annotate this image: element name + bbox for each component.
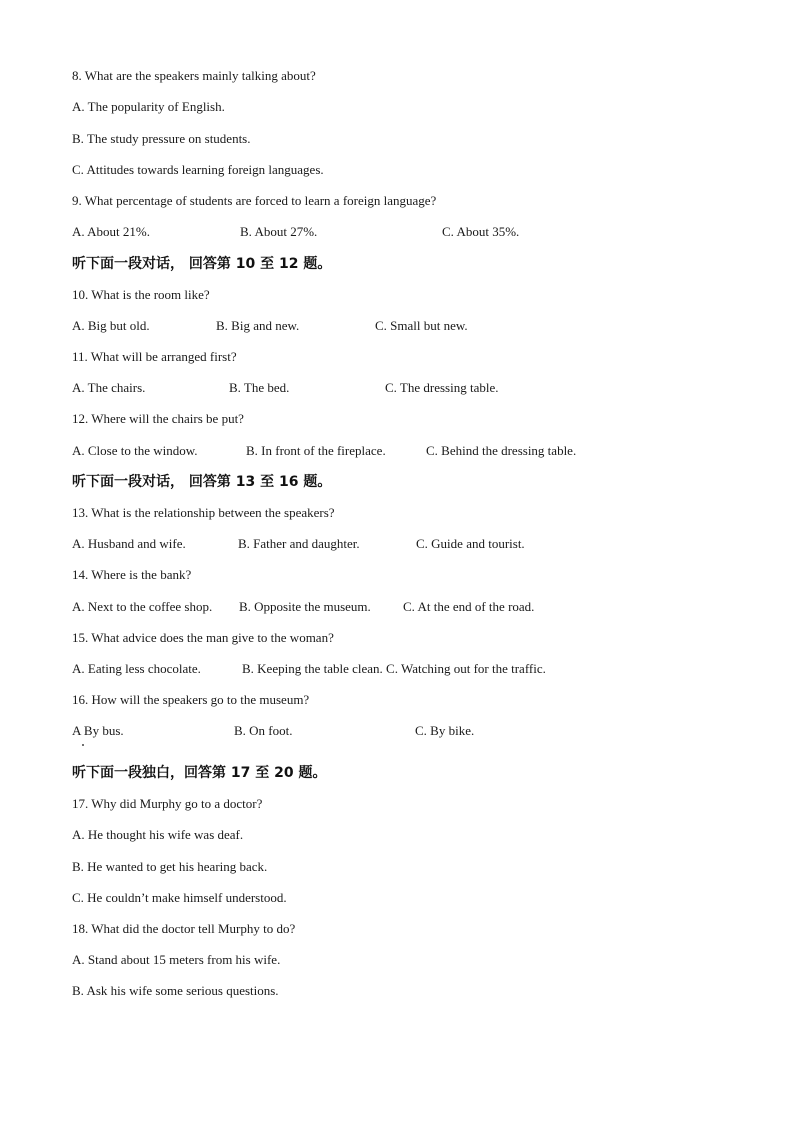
question-9-option-c: C. About 35%. (442, 224, 520, 239)
question-14-option-a: A. Next to the coffee shop. (72, 599, 213, 614)
question-12-option-a: A. Close to the window. (72, 443, 198, 458)
question-10-option-c: C. Small but new. (375, 318, 468, 333)
question-8-stem: 8. What are the speakers mainly talking about? (72, 68, 316, 83)
question-11-option-c: C. The dressing table. (385, 380, 499, 395)
question-17-option-c: C. He couldn’t make himself understood. (72, 890, 287, 905)
question-18-option-a: A. Stand about 15 meters from his wife. (72, 952, 281, 967)
question-18-stem: 18. What did the doctor tell Murphy to do? (72, 921, 296, 936)
section-heading-10-12: 听下面一段对话， 回答第 10 至 12 题。 (72, 256, 332, 272)
question-9-stem: 9. What percentage of students are forced to learn a foreign language? (72, 193, 437, 208)
question-10-option-b: B. Big and new. (216, 318, 300, 333)
question-14-option-b: B. Opposite the museum. (239, 599, 371, 614)
question-17-option-b: B. He wanted to get his hearing back. (72, 859, 268, 874)
question-12-option-c: C. Behind the dressing table. (426, 443, 577, 458)
stray-dot-mark (82, 744, 84, 746)
question-10-stem: 10. What is the room like? (72, 287, 210, 302)
question-16-stem: 16. How will the speakers go to the museum? (72, 692, 310, 707)
question-13-option-a: A. Husband and wife. (72, 536, 186, 551)
question-16-option-c: C. By bike. (415, 723, 475, 738)
question-15-stem: 15. What advice does the man give to the woman? (72, 630, 334, 645)
question-17-stem: 17. Why did Murphy go to a doctor? (72, 796, 263, 811)
question-12-option-b: B. In front of the fireplace. (246, 443, 386, 458)
question-13-option-c: C. Guide and tourist. (416, 536, 525, 551)
question-18-option-b: B. Ask his wife some serious questions. (72, 983, 279, 998)
question-12-stem: 12. Where will the chairs be put? (72, 411, 244, 426)
question-10-option-a: A. Big but old. (72, 318, 150, 333)
question-11-stem: 11. What will be arranged first? (72, 349, 237, 364)
question-14-option-c: C. At the end of the road. (403, 599, 535, 614)
question-14-stem: 14. Where is the bank? (72, 567, 192, 582)
question-9-option-b: B. About 27%. (240, 224, 318, 239)
question-15-option-a: A. Eating less chocolate. (72, 661, 201, 676)
question-17-option-a: A. He thought his wife was deaf. (72, 827, 244, 842)
question-11-option-b: B. The bed. (229, 380, 290, 395)
question-9-option-a: A. About 21%. (72, 224, 150, 239)
question-13-option-b: B. Father and daughter. (238, 536, 360, 551)
question-8-option-c: C. Attitudes towards learning foreign languages. (72, 162, 324, 177)
question-13-stem: 13. What is the relationship between the speakers? (72, 505, 335, 520)
question-16-option-a: A By bus. (72, 723, 124, 738)
question-11-option-a: A. The chairs. (72, 380, 146, 395)
section-heading-13-16: 听下面一段对话， 回答第 13 至 16 题。 (72, 474, 332, 490)
section-heading-17-20: 听下面一段独白，回答第 17 至 20 题。 (72, 765, 327, 781)
question-16-option-b: B. On foot. (234, 723, 293, 738)
question-15-option-b-c: B. Keeping the table clean. C. Watching out for the traffic. (242, 661, 546, 676)
question-8-option-a: A. The popularity of English. (72, 99, 225, 114)
question-8-option-b: B. The study pressure on students. (72, 131, 251, 146)
